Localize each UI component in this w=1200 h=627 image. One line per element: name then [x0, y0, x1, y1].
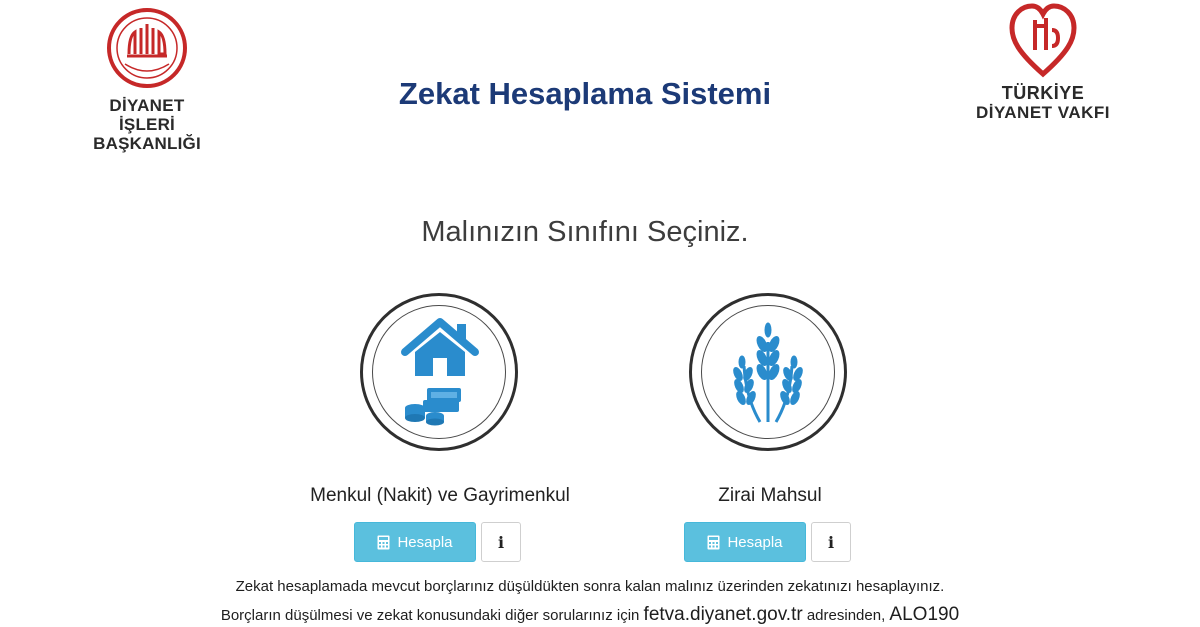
- contact-note: [0, 604, 1190, 626]
- calculate-button-label: Hesapla: [397, 533, 453, 551]
- calculate-agricultural-button[interactable]: [684, 522, 806, 562]
- logo-left-line2: İŞLERİ BAŞKANLIĞI: [93, 115, 201, 153]
- page-title: Zekat Hesaplama Sistemi: [398, 76, 772, 111]
- debt-note: Zekat hesaplamada mevcut borçlarınız düşüldükten sonra kalan malınız üzerinden zekatınızı hesaplayınız.: [235, 578, 945, 595]
- logo-left-line1: DİYANET: [109, 96, 185, 115]
- category-label-movable: Menkul (Nakit) ve Gayrimenkul: [310, 485, 570, 506]
- agricultural-card[interactable]: [689, 293, 847, 451]
- section-heading: Malınızın Sınıfını Seçiniz.: [421, 216, 749, 248]
- logo-right-line1: TÜRKİYE: [1001, 83, 1085, 103]
- contact-note-prefix: Borçların düşülmesi ve zekat konusundaki diğer sorularınız için: [220, 607, 640, 624]
- contact-note-middle: adresinden,: [806, 607, 886, 624]
- tdv-heart-icon: [1008, 0, 1078, 78]
- wheat-icon: [730, 322, 806, 426]
- calculate-button-label: Hesapla: [727, 533, 783, 551]
- phone-number: ALO190: [889, 604, 960, 625]
- calculate-movable-button[interactable]: [354, 522, 476, 562]
- category-label-agricultural: Zirai Mahsul: [718, 485, 822, 506]
- logo-right-line2: DİYANET VAKFI: [975, 103, 1111, 122]
- info-movable-button[interactable]: i: [481, 522, 521, 562]
- movable-assets-card[interactable]: [360, 293, 518, 451]
- house-money-icon: [399, 316, 481, 426]
- calculator-icon: [377, 535, 390, 550]
- info-agricultural-button[interactable]: i: [811, 522, 851, 562]
- tdv-logo: [958, 0, 1128, 122]
- calculator-icon: [707, 535, 720, 550]
- fetva-link[interactable]: fetva.diyanet.gov.tr: [643, 604, 803, 625]
